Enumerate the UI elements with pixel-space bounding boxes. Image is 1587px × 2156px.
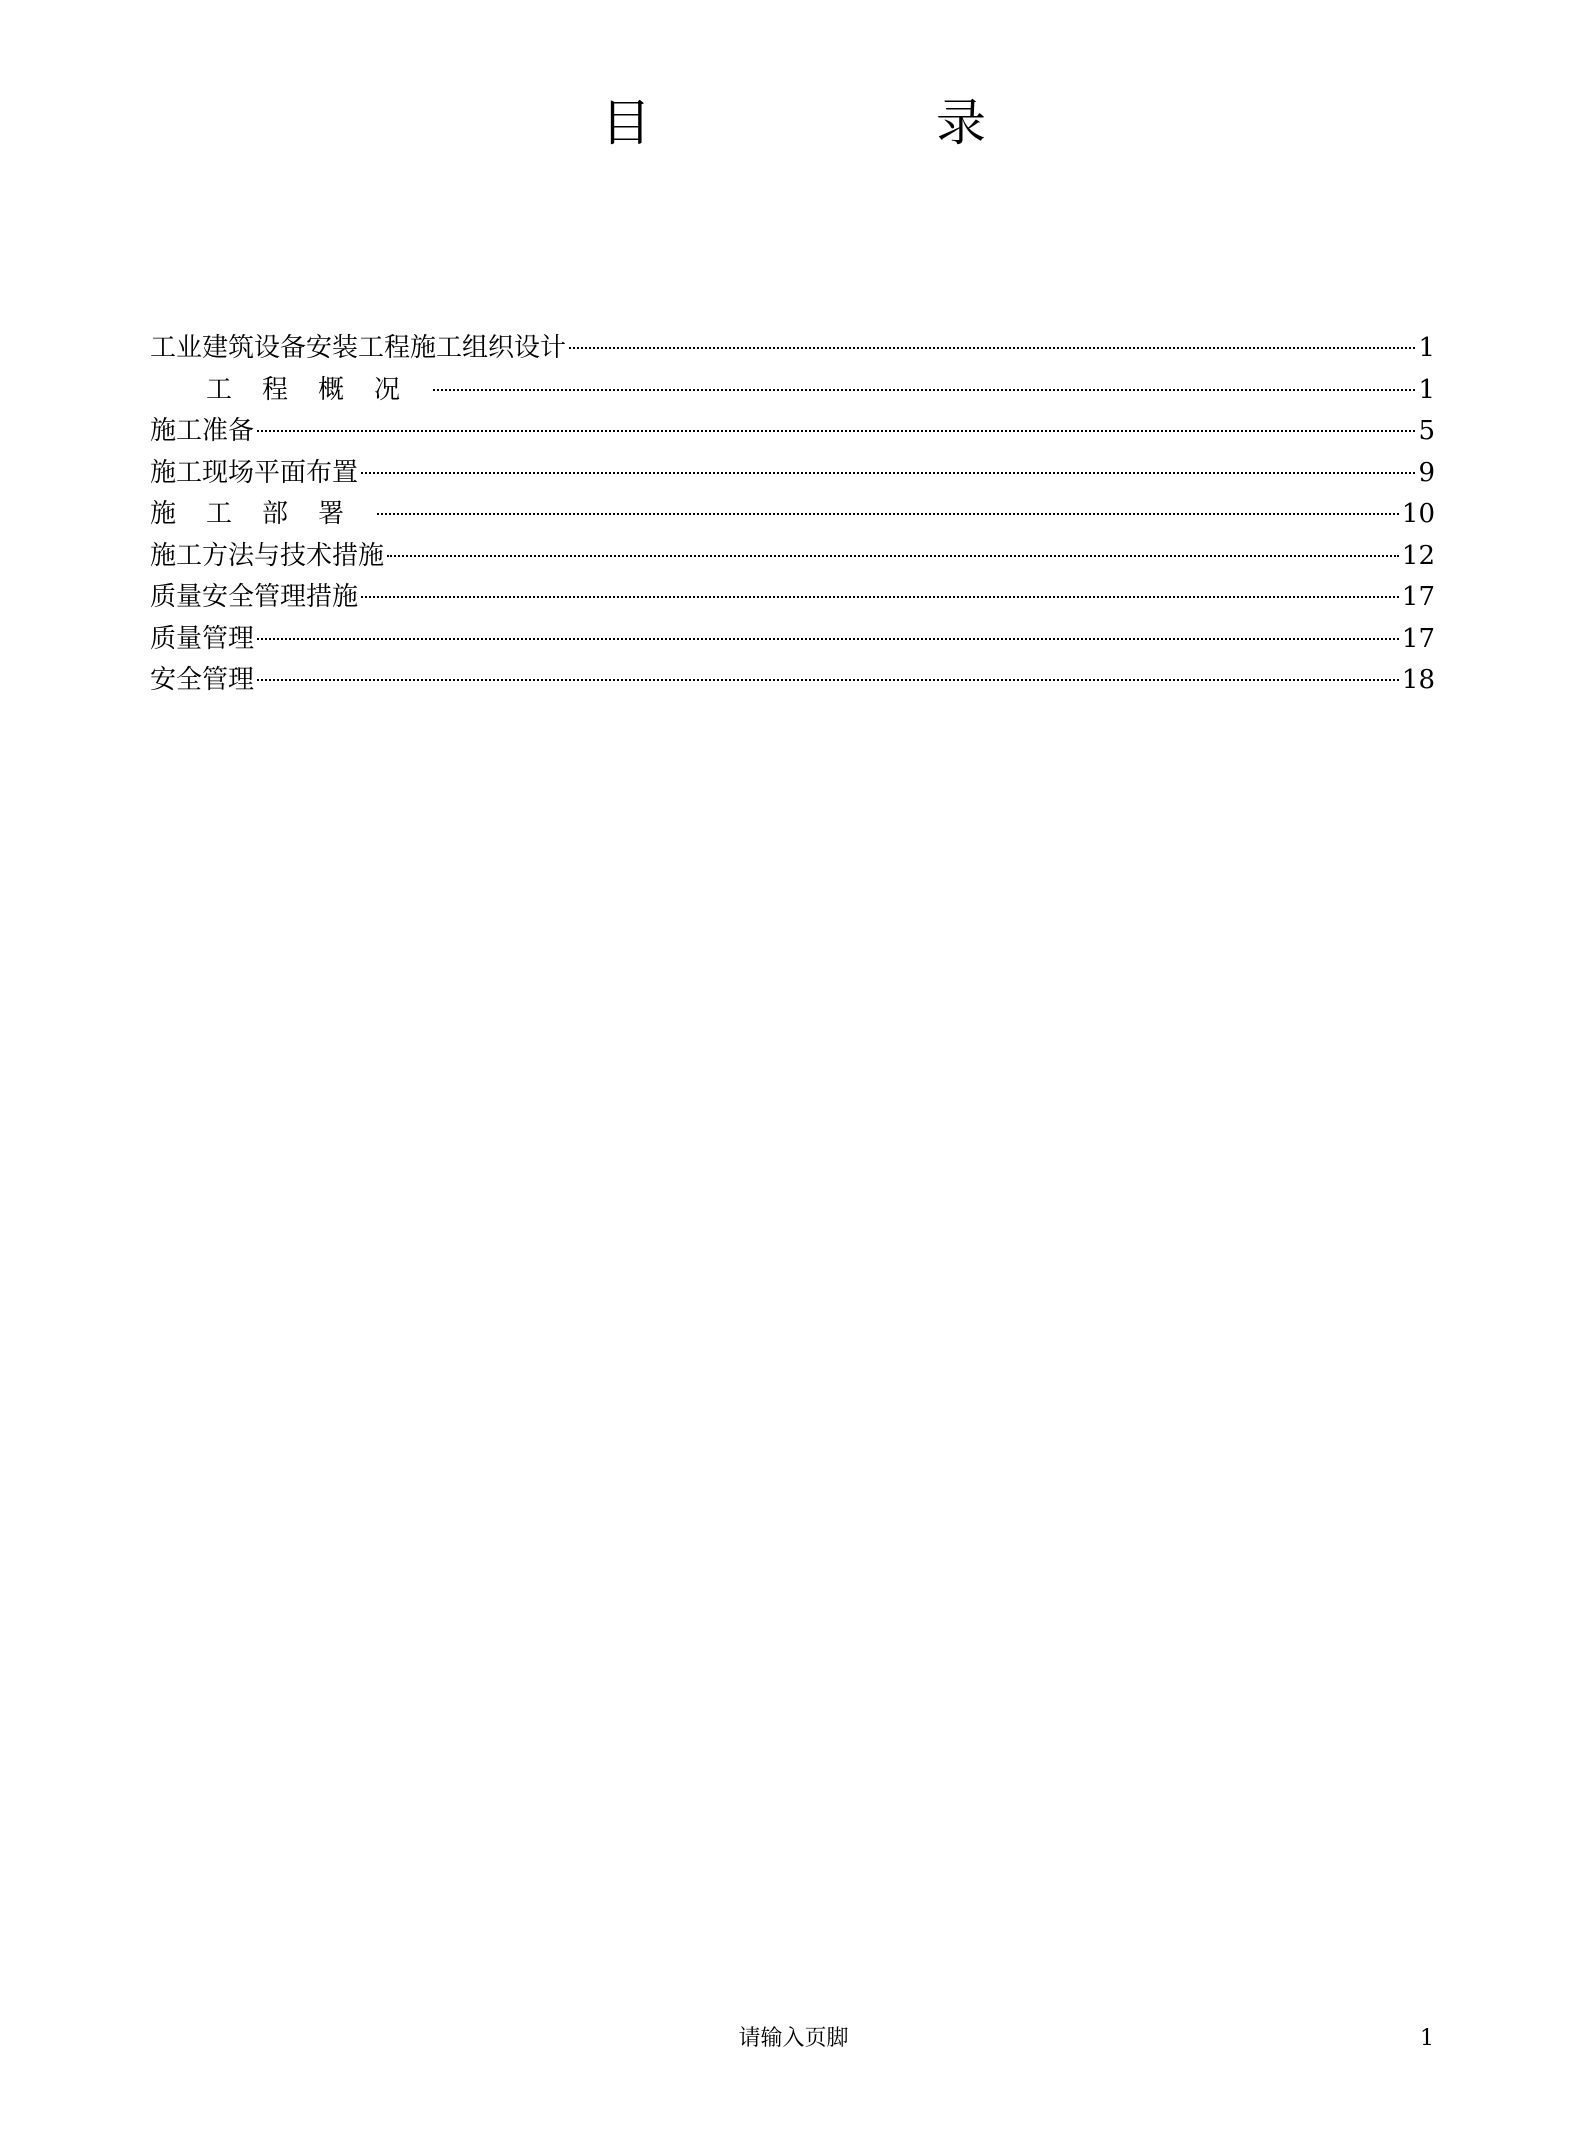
toc-entry-label: 施工现场平面布置: [150, 457, 359, 488]
toc-entry[interactable]: [150, 494, 1435, 536]
toc-entry-label: 施工方法与技术措施: [150, 540, 385, 571]
toc-leader-dots: [569, 347, 1415, 349]
toc-entry[interactable]: [150, 453, 1435, 495]
toc-entry-page: 5: [1418, 416, 1435, 446]
toc-entry-page: 17: [1401, 582, 1435, 612]
toc-leader-dots: [361, 472, 1415, 474]
toc-leader-dots: [377, 513, 1399, 515]
toc-entry[interactable]: [150, 536, 1435, 578]
page-number: 1: [1420, 2026, 1434, 2051]
toc-entry-label: 质量安全管理措施: [150, 582, 359, 612]
toc-entry-label: 质量管理: [150, 623, 255, 654]
toc-entry[interactable]: [150, 619, 1435, 661]
toc-entry-label: 工程概况: [206, 374, 431, 405]
toc-entry-label: 施工部署: [150, 499, 375, 529]
toc-entry[interactable]: [150, 370, 1435, 412]
title-char-2: 录: [936, 94, 986, 152]
toc-entry-label: 施工准备: [150, 416, 255, 446]
toc-leader-dots: [257, 638, 1399, 640]
toc-leader-dots: [361, 596, 1399, 598]
toc-entry-page: 18: [1401, 665, 1435, 695]
toc-entry-label: 安全管理: [150, 665, 255, 695]
toc-entry-page: 9: [1418, 457, 1435, 488]
toc-entry-page: 1: [1418, 374, 1435, 405]
toc-leader-dots: [257, 679, 1399, 681]
toc-entry-page: 1: [1418, 333, 1435, 363]
toc-leader-dots: [433, 389, 1415, 391]
page-title: [0, 88, 1587, 158]
toc-entry-page: 17: [1401, 623, 1435, 654]
toc-entry[interactable]: [150, 328, 1435, 370]
toc-entry-label: 工业建筑设备安装工程施工组织设计: [150, 333, 567, 363]
toc-leader-dots: [257, 430, 1415, 432]
title-char-1: 目: [601, 94, 651, 152]
toc-entry[interactable]: [150, 660, 1435, 702]
table-of-contents: [150, 328, 1435, 702]
toc-entry-page: 10: [1401, 499, 1435, 529]
toc-entry[interactable]: [150, 411, 1435, 453]
toc-leader-dots: [387, 555, 1399, 557]
page-footer: 请输入页脚: [738, 2026, 849, 2051]
toc-entry[interactable]: [150, 577, 1435, 619]
toc-entry-page: 12: [1401, 540, 1435, 571]
